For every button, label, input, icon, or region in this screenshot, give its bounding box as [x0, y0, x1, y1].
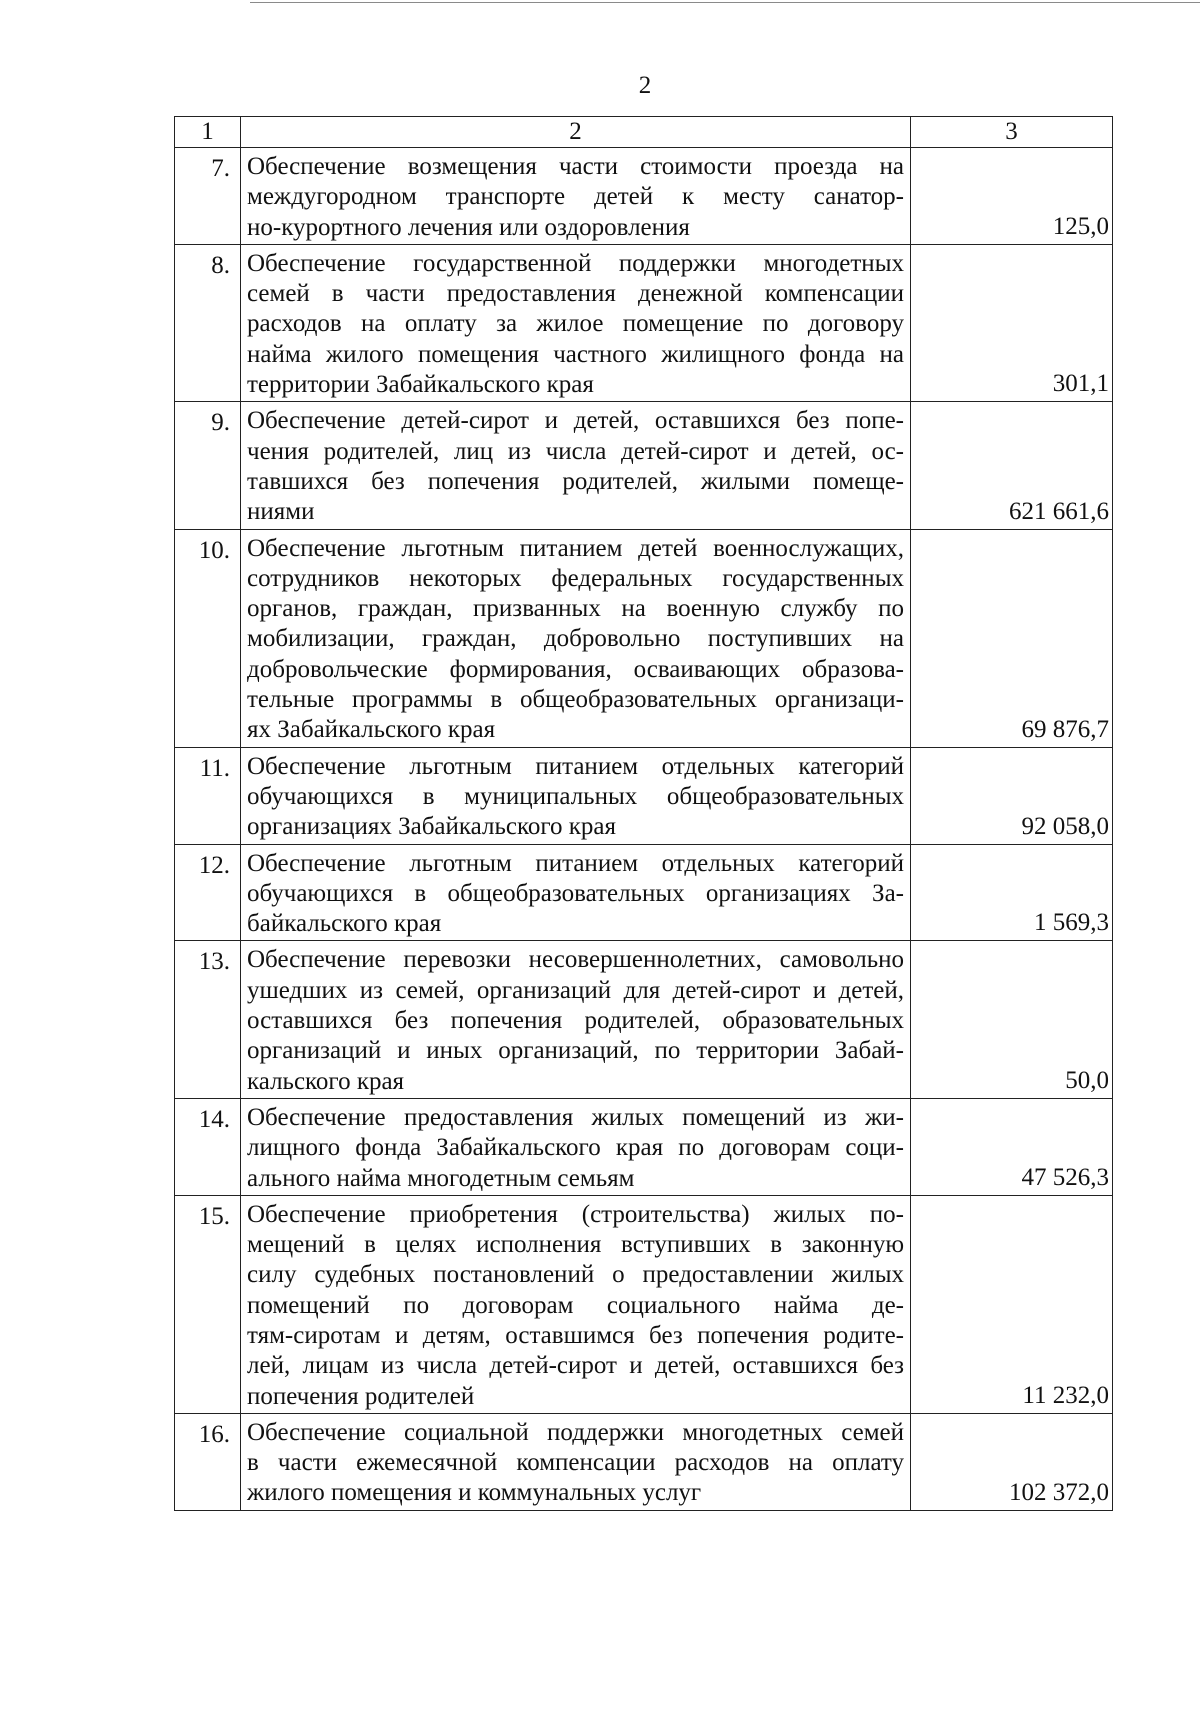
table-row [175, 1098, 1113, 1195]
row-amount: 50,0 [911, 941, 1113, 1098]
row-description [241, 747, 911, 844]
description-line: помещений по договорам социального найма де- [247, 1291, 904, 1319]
column-header-3: 3 [911, 117, 1113, 148]
description-line: междугородном транспорте детей к месту санатор- [247, 183, 904, 211]
row-description [241, 148, 911, 245]
row-number: 13. [175, 941, 241, 1098]
description-line: организаций и иных организаций, по территории Забай- [247, 1037, 904, 1065]
description-line: Обеспечение возмещения части стоимости проезда на [247, 153, 904, 180]
description-line: оставшихся без попечения родителей, образовательных [247, 1007, 904, 1035]
row-description [241, 1098, 911, 1195]
description-line: органов, граждан, призванных на военную службу по [247, 595, 904, 623]
description-line: обучающихся в муниципальных общеобразовательных [247, 782, 904, 810]
description-line: ушедших из семей, организаций для детей-сирот и детей, [247, 976, 904, 1004]
description-line: Обеспечение льготным питанием детей военнослужащих, [247, 534, 904, 562]
description-line: мещений в целях исполнения вступивших в законную [247, 1231, 904, 1259]
table-row [175, 402, 1113, 529]
description-line: Обеспечение перевозки несовершеннолетних, самовольно [247, 946, 904, 974]
description-line: но-курортного лечения или оздоровления [247, 213, 690, 241]
table-body [175, 117, 1113, 1511]
description-line: организациях Забайкальского края [247, 813, 616, 841]
row-amount: 11 232,0 [911, 1195, 1113, 1413]
description-line: ях Забайкальского края [247, 716, 496, 744]
description-line: Обеспечение предоставления жилых помещений из жи- [247, 1103, 904, 1131]
row-number: 11. [175, 747, 241, 844]
subvention-table [174, 116, 1113, 1511]
table-row [175, 529, 1113, 747]
row-number: 7. [175, 148, 241, 245]
description-line: лей, лицам из числа детей-сирот и детей, оставшихся без [247, 1352, 904, 1380]
row-number: 15. [175, 1195, 241, 1413]
row-description [241, 529, 911, 747]
row-number: 9. [175, 402, 241, 529]
row-description [241, 402, 911, 529]
description-line: обучающихся в общеобразовательных организациях За- [247, 879, 904, 907]
description-line: территории Забайкальского края [247, 371, 594, 399]
row-description [241, 244, 911, 401]
row-amount: 301,1 [911, 244, 1113, 401]
table-row [175, 148, 1113, 245]
row-number: 10. [175, 529, 241, 747]
description-line: ального найма многодетным семьям [247, 1164, 635, 1192]
description-line: в части ежемесячной компенсации расходов на оплату [247, 1449, 904, 1477]
description-line: Обеспечение льготным питанием отдельных категорий [247, 849, 904, 877]
description-line: Обеспечение приобретения (строительства) жилых по- [247, 1200, 904, 1228]
row-number: 12. [175, 844, 241, 941]
page-number: 2 [638, 72, 652, 99]
description-line: ниями [247, 498, 315, 526]
description-line: тям-сиротам и детям, оставшимся без попечения родите- [247, 1321, 904, 1349]
row-description [241, 941, 911, 1098]
description-line: силу судебных постановлений о предоставлении жилых [247, 1261, 904, 1289]
description-line: Обеспечение детей-сирот и детей, оставшихся без попе- [247, 407, 904, 435]
description-line: добровольческие формирования, осваивающих образова- [247, 655, 904, 683]
row-number: 14. [175, 1098, 241, 1195]
description-line: Обеспечение социальной поддержки многодетных семей [247, 1418, 904, 1446]
table-row [175, 941, 1113, 1098]
description-line: Обеспечение льготным питанием отдельных категорий [247, 752, 904, 780]
column-header-2: 2 [241, 117, 911, 148]
table-row [175, 1195, 1113, 1413]
table-row [175, 844, 1113, 941]
column-header-1: 1 [175, 117, 241, 148]
description-line: найма жилого помещения частного жилищного фонда на [247, 340, 904, 368]
row-number: 16. [175, 1413, 241, 1510]
row-amount: 102 372,0 [911, 1413, 1113, 1510]
description-line: тавшихся без попечения родителей, жилыми помеще- [247, 467, 904, 495]
top-border-rule [250, 2, 1200, 3]
row-amount: 92 058,0 [911, 747, 1113, 844]
table-row [175, 747, 1113, 844]
row-description [241, 1195, 911, 1413]
row-amount: 47 526,3 [911, 1098, 1113, 1195]
row-amount: 621 661,6 [911, 402, 1113, 529]
row-amount: 69 876,7 [911, 529, 1113, 747]
row-number: 8. [175, 244, 241, 401]
table-row [175, 244, 1113, 401]
description-line: лищного фонда Забайкальского края по договорам соци- [247, 1134, 904, 1162]
description-line: байкальского края [247, 910, 442, 938]
description-line: семей в части предоставления денежной компенсации [247, 280, 904, 308]
description-line: расходов на оплату за жилое помещение по договору [247, 310, 904, 338]
description-line: кальского края [247, 1067, 405, 1095]
description-line: тельные программы в общеобразовательных организаци- [247, 686, 904, 714]
row-amount: 1 569,3 [911, 844, 1113, 941]
description-line: чения родителей, лиц из числа детей-сирот и детей, ос- [247, 437, 904, 465]
description-line: мобилизации, граждан, добровольно поступивших на [247, 625, 904, 653]
table-row [175, 1413, 1113, 1510]
row-description [241, 844, 911, 941]
row-description [241, 1413, 911, 1510]
description-line: Обеспечение государственной поддержки многодетных [247, 249, 904, 277]
description-line: попечения родителей [247, 1382, 475, 1410]
table-header-row [175, 117, 1113, 148]
row-amount: 125,0 [911, 148, 1113, 245]
description-line: жилого помещения и коммунальных услуг [247, 1479, 702, 1507]
description-line: сотрудников некоторых федеральных государственных [247, 564, 904, 592]
